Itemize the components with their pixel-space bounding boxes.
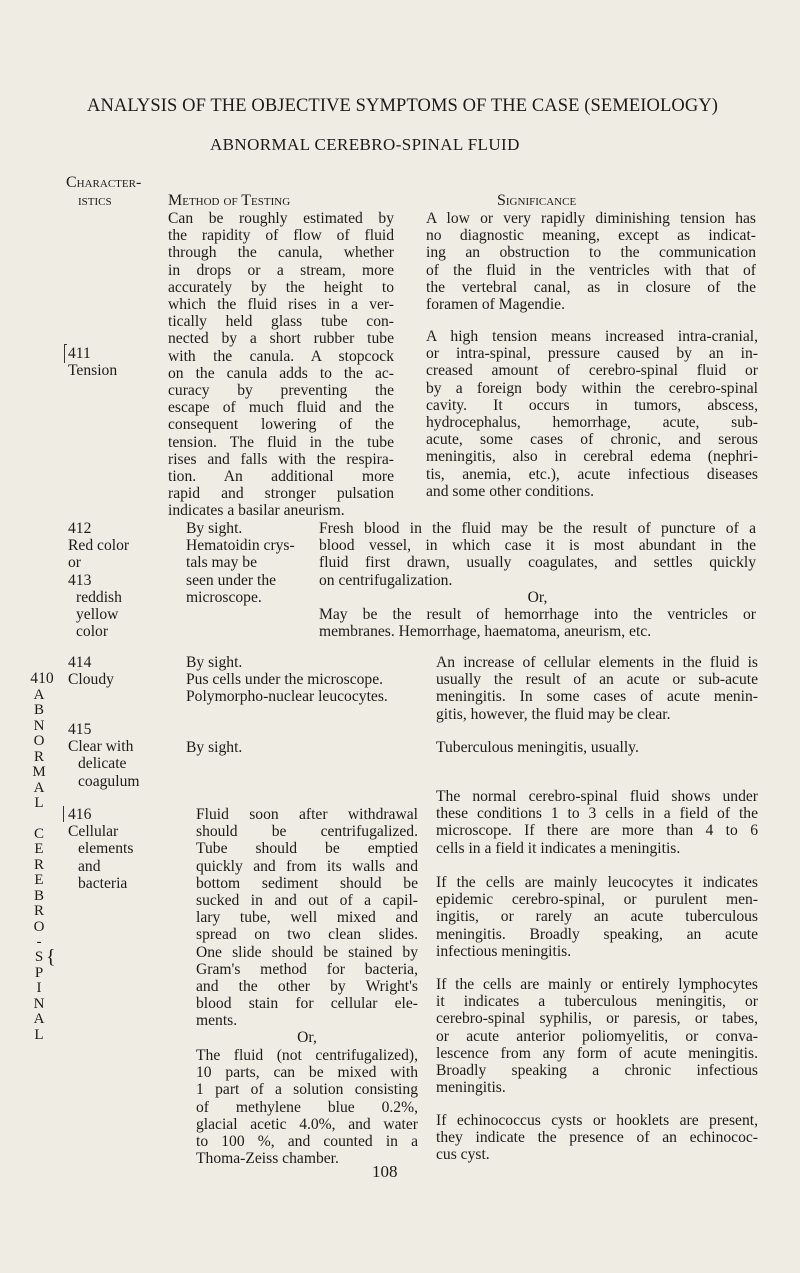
entry-412-significance-fresh [319,520,756,589]
side-letter: R [33,748,44,765]
text-line: May be the result of hemorrhage into the ventricles or [319,606,756,623]
text-line: cells in a field it indicates a meningitis. [436,839,681,857]
text-line: Red color [68,537,130,555]
entry-412-or: Or, [527,589,548,606]
text-line: on centrifugalization. [319,571,453,589]
text-line: Pus cells under the microscope. [186,671,384,689]
text-line: A high tension means increased intra-cranial, [426,328,758,345]
text-line: the vertebral canal, as in closure of the [426,278,756,296]
side-letter: B [33,702,44,719]
text-line: consequent lowering of the [168,416,394,434]
entry-414-method [186,654,388,706]
text-line: tension. The fluid in the tube [168,433,394,451]
text-line: yellow [76,606,119,624]
text-line: fluid first drawn, usually coagulates, and settles quickly [319,554,756,572]
text-line: glacial acetic 4.0%, and water [196,1115,418,1133]
text-line: tals may be [186,554,258,572]
text-line: or [68,554,81,572]
side-letter: L [34,1026,44,1043]
text-line: color [76,623,109,641]
text-line: tion. An additional more [168,468,394,486]
entry-416-method-count [196,1047,418,1167]
side-letter: N [33,995,45,1012]
side-letter: P [34,964,44,981]
side-letter: S [34,949,44,966]
text-line: rapid and stronger pulsation [168,485,394,503]
text-line: meningitis. In some cases of acute menin- [436,688,758,706]
text-line: accurately by the height to [168,278,394,296]
text-line: cerebro-spinal syphilis, or paresis, or tabes, [436,1010,758,1028]
text-line: with the canula. A stopcock [168,347,394,365]
text-line: and some other conditions. [426,482,595,500]
text-line: the rapidity of flow of fluid [168,227,394,245]
entry-412-significance-hemorrhage [319,606,756,640]
text-line: or acute anterior poliomyelitis, or conva- [436,1027,758,1045]
text-line: blood stain for cellular ele- [196,995,418,1013]
side-letter [30,812,48,827]
text-line: to 100 %, and counted in a [196,1133,418,1151]
entry-415-method: By sight. [186,739,243,756]
text-line: The fluid (not centrifugalized), [196,1047,418,1064]
text-line: lescence from any form of acute meningitis. [436,1044,758,1062]
entry-416-significance-normal [436,788,758,857]
text-line: Broadly speaking a chronic infectious [436,1062,758,1080]
text-line: escape of much fluid and the [168,399,394,417]
side-letter: C [33,825,44,842]
text-line: gitis, however, the fluid may be clear. [436,705,671,723]
text-line: Thoma-Zeiss chamber. [196,1150,339,1168]
text-line: Fluid soon after withdrawal [196,806,418,823]
side-letter: E [34,872,44,889]
text-line: 414 [68,654,92,671]
text-line: spread on two clean slides. [196,926,418,944]
text-line: these conditions 1 to 3 cells in a field of the [436,805,758,823]
text-line: 412 [68,520,92,537]
text-line: Hematoidin crys- [186,537,295,555]
text-line: or intra-spinal, pressure caused by an in- [426,345,758,363]
side-label-number: 410 [30,670,54,687]
brace-416 [63,806,64,822]
text-line: sucked in and out of a capil- [196,892,418,910]
text-line: indicates a basilar aneurism. [168,502,345,520]
entry-412-characteristic [68,520,129,640]
side-letter: A [33,687,45,703]
side-letter: E [34,841,44,858]
entry-416-method-stain [196,806,418,1030]
text-line: blood vessel, in which case it is most abundant in the [319,537,756,555]
text-line: meningitis, also in cerebral edema (nephri- [426,448,758,466]
text-line: through the canula, whether [168,244,394,262]
text-line: Can be roughly estimated by [168,210,394,227]
text-line: it indicates a tuberculous meningitis, or [436,993,758,1011]
text-line: coagulum [78,772,140,790]
entry-415-significance: Tuberculous meningitis, usually. [436,739,639,756]
entry-416-significance-lymphocytes [436,976,758,1096]
side-label-brace: { [46,946,56,968]
text-line: in drops or a stream, more [168,261,394,279]
text-line: by a foreign body within the cerebro-spinal [426,379,758,397]
side-letter: A [33,1011,45,1028]
text-line: should be centrifugalized. [196,823,418,841]
page-number: 108 [372,1162,398,1181]
text-line: An increase of cellular elements in the fluid is [436,654,758,671]
text-line: Polymorpho-nuclear leucocytes. [186,688,388,706]
text-line: no diagnostic meaning, except as indicat- [426,227,756,245]
side-letter: - [36,934,42,950]
text-line: and the other by Wright's [196,978,418,996]
text-line: curacy by preventing the [168,382,394,400]
text-line: nected by a short rubber tube [168,330,394,348]
column-heading-significance: Significance [497,192,577,209]
side-letter: A [33,779,45,796]
side-letter: R [33,856,44,873]
text-line: 10 parts, can be mixed with [196,1064,418,1082]
text-line: foramen of Magendie. [426,296,565,314]
text-line: seen under the [186,571,277,589]
entry-416-significance-echinococcus [436,1112,758,1164]
side-letter: B [33,887,44,904]
entry-411-method [168,210,394,520]
text-line: If the cells are mainly leucocytes it indicates [436,874,758,891]
text-line: By sight. [186,520,243,537]
column-heading-method: Method of Testing [168,192,291,209]
entry-414-characteristic [68,654,114,688]
text-line: 416 [68,806,92,823]
text-line: Fresh blood in the fluid may be the result of puncture of a [319,520,756,537]
text-line: The normal cerebro-spinal fluid shows under [436,788,758,805]
text-line: 415 [68,721,92,738]
text-line: Clear with [68,738,134,756]
text-line: bacteria [78,874,128,892]
entry-416-method-or: Or, [297,1029,317,1046]
entry-414-significance [436,654,758,723]
text-line: usually the result of an acute or sub-acute [436,671,758,689]
text-line: One slide should be stained by [196,943,418,961]
text-line: Gram's method for bacteria, [196,960,418,978]
text-line: 1 part of a solution consisting [196,1081,418,1099]
text-line: rises and falls with the respira- [168,450,394,468]
text-line: quickly and from its walls and [196,857,418,875]
text-line: bottom sediment should be [196,874,418,892]
text-line: microscope. If there are more than 4 to 6 [436,822,758,840]
text-line: 413 [68,571,92,589]
text-line: elements [78,840,134,858]
text-line: ing an obstruction to the communication [426,244,756,262]
text-line: and [78,857,101,875]
text-line: infectious meningitis. [436,942,572,960]
brace-411 [64,344,67,363]
text-line: membranes. Hemorrhage, haematoma, aneurism, etc. [319,623,652,641]
page-title: ANALYSIS OF THE OBJECTIVE SYMPTOMS OF THE CASE (SEMEIOLOGY) [87,96,719,116]
entry-415-characteristic [68,721,140,790]
side-letter: O [33,918,45,935]
text-line: ments. [196,1012,238,1030]
text-line: cavity. It occurs in tumors, abscess, [426,396,758,414]
entry-416-significance-leucocytes [436,874,758,960]
text-line: of methylene blue 0.2%, [196,1098,418,1116]
text-line: epidemic cerebro-spinal, or purulent men- [436,891,758,909]
text-line: cus cyst. [436,1146,490,1164]
text-line: which the fluid rises in a ver- [168,296,394,314]
text-line: Tube should be emptied [196,840,418,858]
column-heading-characteristics: Character- istics [66,174,142,209]
entry-412-method [186,520,295,606]
entry-411-significance-low [426,210,756,313]
text-line: meningitis. [436,1079,506,1097]
text-line: on the canula adds to the ac- [168,364,394,382]
text-line: Cellular [68,823,119,841]
text-line: lary tube, well mixed and [196,909,418,927]
text-line: acute, some cases of chronic, and serous [426,431,758,449]
text-line: of the fluid in the ventricles with that of [426,261,756,279]
text-line: creased amount of cerebro-spinal fluid or [426,362,758,380]
side-letter: L [34,795,44,812]
text-line: If echinococcus cysts or hooklets are present, [436,1112,758,1129]
text-line: A low or very rapidly diminishing tension has [426,210,756,227]
text-line: microscope. [186,588,262,606]
text-line: delicate [78,755,127,773]
text-line: they indicate the presence of an echinococ- [436,1129,758,1147]
text-line: reddish [76,588,122,606]
section-subtitle: ABNORMAL CEREBRO-SPINAL FLUID [210,135,520,154]
entry-411-significance-high [426,328,758,500]
entry-411-characteristic: 411 Tension [68,345,118,380]
side-letter: R [33,903,44,920]
text-line: If the cells are mainly or entirely lymphocytes [436,976,758,993]
side-label-letters [30,688,48,1043]
text-line: By sight. [186,654,243,671]
text-line: hydrocephalus, hemorrhage, acute, sub- [426,414,758,432]
text-line: meningitis. Broadly speaking, an acute [436,925,758,943]
side-letter: N [33,717,45,734]
text-line: tically held glass tube con- [168,313,394,331]
entry-416-characteristic [68,806,133,892]
text-line: ingitis, or rarely an acute tuberculous [436,908,758,926]
text-line: Cloudy [68,671,114,689]
side-letter: O [33,733,45,750]
side-letter: I [36,980,42,997]
text-line: tis, anemia, etc.), acute infectious diseases [426,465,758,483]
side-letter: M [32,764,46,781]
